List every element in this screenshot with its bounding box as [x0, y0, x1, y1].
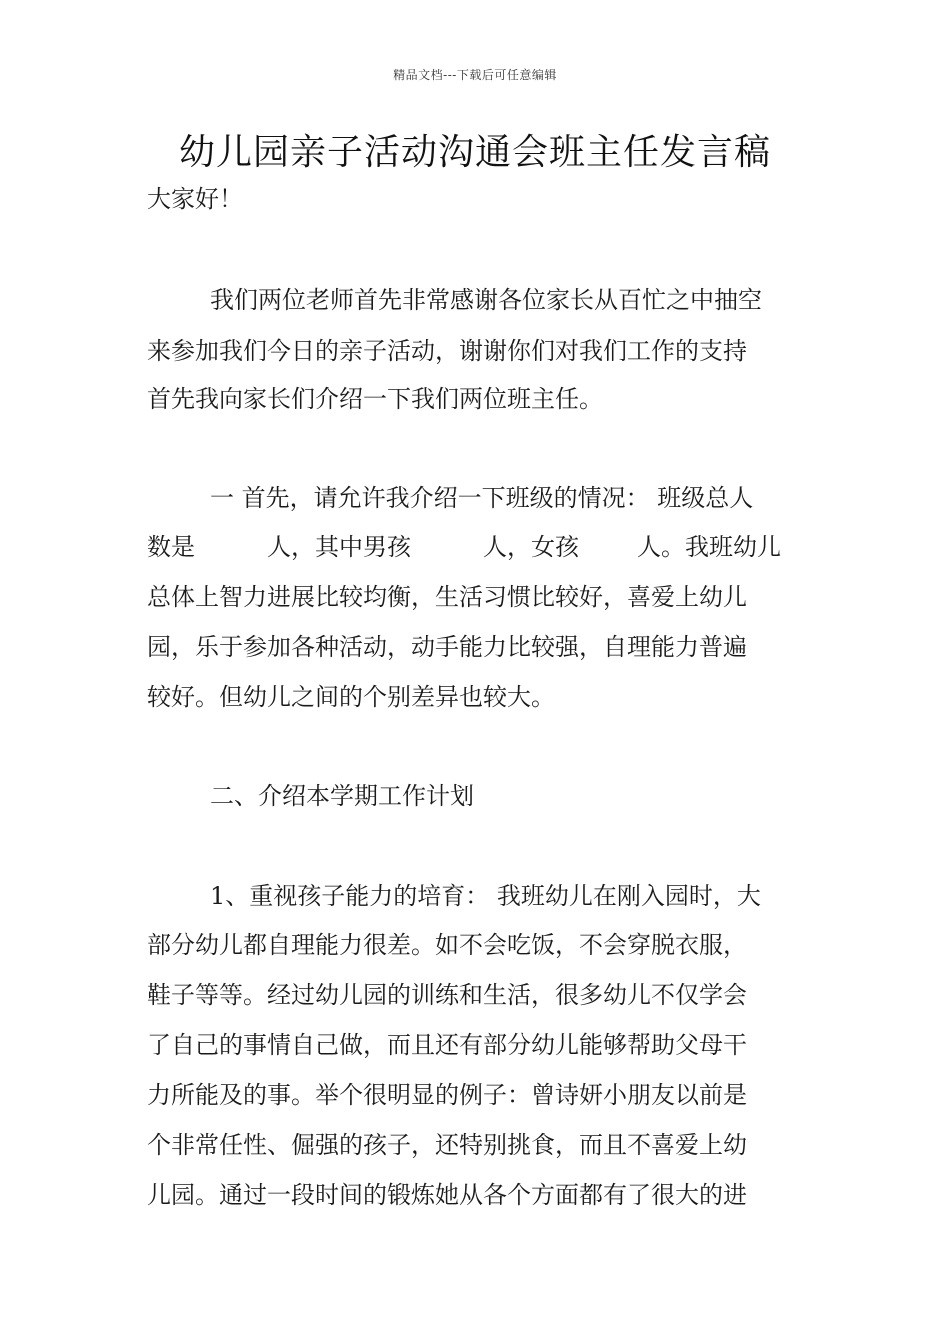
para2-line5: 较好。但幼儿之间的个别差异也较大。 [147, 683, 555, 711]
para1-line1: 我们两位老师首先非常感谢各位家长从百忙之中抽空 [210, 286, 762, 314]
para3-line4: 了自己的事情自己做，而且还有部分幼儿能够帮助父母干 [147, 1031, 747, 1059]
para1-line3: 首先我向家长们介绍一下我们两位班主任。 [147, 385, 603, 413]
para2-line2-part-b: 人，其中男孩 [267, 533, 411, 561]
para2-line1: 一 首先，请允许我介绍一下班级的情况： 班级总人 [210, 484, 754, 512]
document-title: 幼儿园亲子活动沟通会班主任发言稿 [178, 132, 771, 173]
para3-line6: 个非常任性、倔强的孩子，还特别挑食，而且不喜爱上幼 [147, 1131, 747, 1159]
header-note: 精品文档---下载后可任意编辑 [393, 68, 557, 82]
para3-line3: 鞋子等等。经过幼儿园的训练和生活，很多幼儿不仅学会 [147, 981, 747, 1009]
section2-heading: 二、介绍本学期工作计划 [210, 782, 474, 810]
para2-line4: 园，乐于参加各种活动，动手能力比较强，自理能力普遍 [147, 633, 747, 661]
para2-line2 [147, 532, 807, 562]
para3-line1: 1、重视孩子能力的培育： 我班幼儿在刚入园时，大 [210, 882, 761, 910]
para2-line2-part-a: 数是 [147, 533, 195, 561]
para2-line2-part-d: 人。我班幼儿 [637, 533, 781, 561]
para3-line7: 儿园。通过一段时间的锻炼她从各个方面都有了很大的进 [147, 1181, 747, 1209]
para3-line2: 部分幼儿都自理能力很差。如不会吃饭，不会穿脱衣服， [147, 931, 747, 959]
para1-line2: 来参加我们今日的亲子活动，谢谢你们对我们工作的支持 [147, 337, 747, 365]
greeting: 大家好！ [147, 185, 243, 213]
para2-line3: 总体上智力进展比较均衡，生活习惯比较好，喜爱上幼儿 [147, 583, 747, 611]
para3-line5: 力所能及的事。举个很明显的例子：曾诗妍小朋友以前是 [147, 1081, 747, 1109]
para2-line2-part-c: 人，女孩 [483, 533, 579, 561]
